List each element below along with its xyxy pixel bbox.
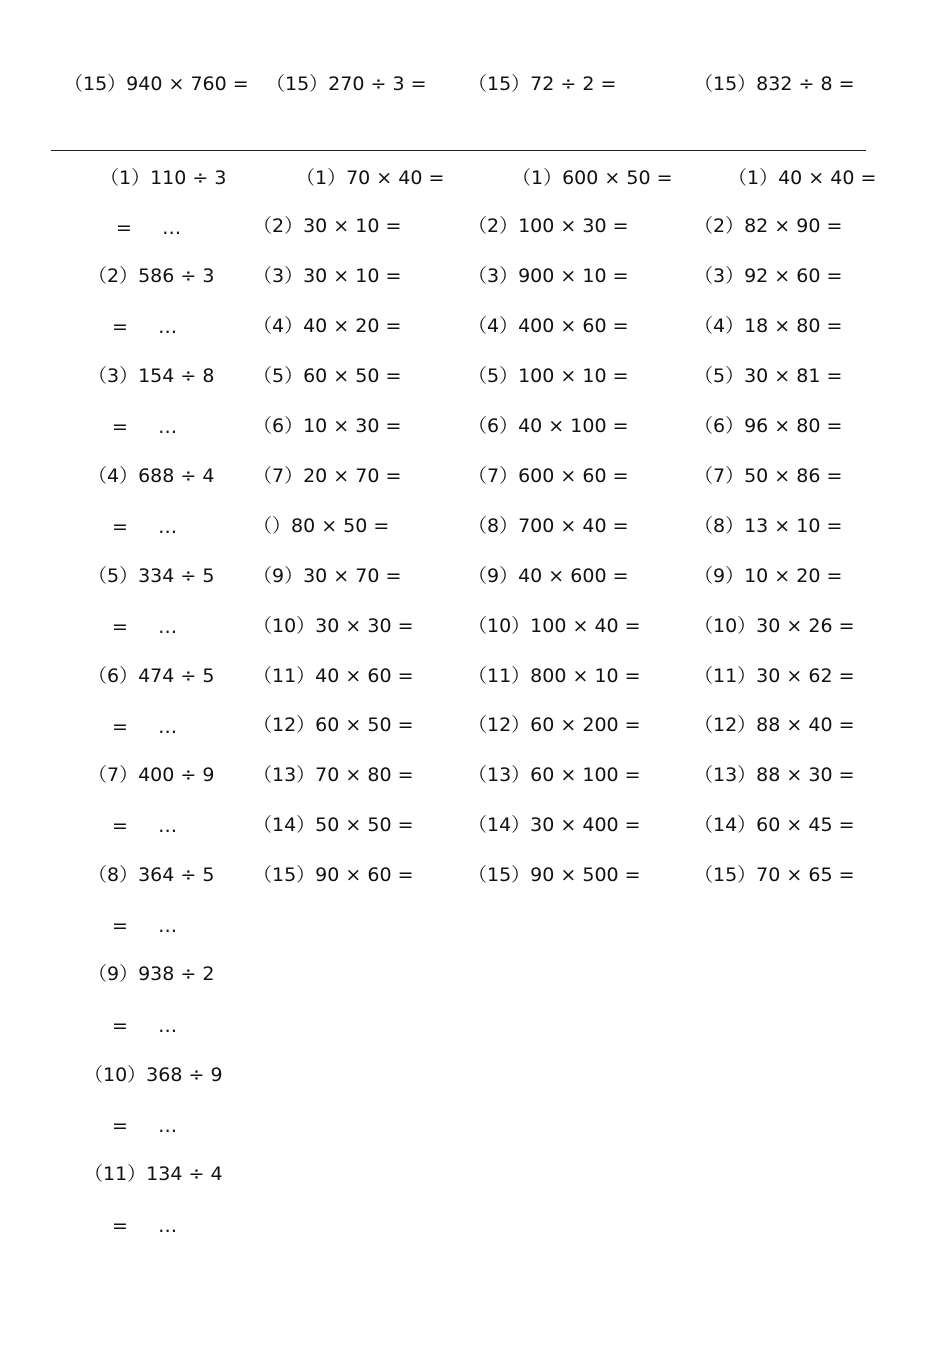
division-problem: （2）586 ÷ 3 (88, 265, 215, 287)
multiplication-problem: （15）90 × 500 = (468, 864, 641, 886)
multiplication-problem: （13）60 × 100 = (468, 764, 641, 786)
multiplication-problem: （）80 × 50 = (253, 515, 390, 537)
multiplication-problem: （4）400 × 60 = (468, 315, 629, 337)
multiplication-problem: （6）40 × 100 = (468, 415, 629, 437)
multiplication-problem: （12）60 × 50 = (253, 714, 414, 736)
division-problem: （8）364 ÷ 5 (88, 864, 215, 886)
division-problem: （10）368 ÷ 9 (84, 1064, 223, 1086)
division-answer-line: = … (112, 1215, 178, 1237)
division-answer-line: = … (112, 716, 178, 738)
multiplication-problem: （10）30 × 30 = (253, 615, 414, 637)
multiplication-problem: （3）900 × 10 = (468, 265, 629, 287)
division-answer-line: = … (112, 316, 178, 338)
division-problem: （1）110 ÷ 3 (100, 167, 227, 189)
multiplication-problem: （7）20 × 70 = (253, 465, 402, 487)
multiplication-problem: （5）30 × 81 = (694, 365, 843, 387)
multiplication-problem: （7）50 × 86 = (694, 465, 843, 487)
division-answer-line: = … (112, 915, 178, 937)
multiplication-problem: （9）30 × 70 = (253, 565, 402, 587)
multiplication-problem: （2）82 × 90 = (694, 215, 843, 237)
division-problem: （11）134 ÷ 4 (84, 1163, 223, 1185)
multiplication-problem: （1）70 × 40 = (296, 167, 445, 189)
multiplication-problem: （1）40 × 40 = (728, 167, 877, 189)
multiplication-problem: （15）90 × 60 = (253, 864, 414, 886)
multiplication-problem: （2）30 × 10 = (253, 215, 402, 237)
multiplication-problem: （14）30 × 400 = (468, 814, 641, 836)
division-problem: （7）400 ÷ 9 (88, 764, 215, 786)
top-problem-4: （15）832 ÷ 8 = (694, 73, 855, 95)
multiplication-problem: （1）600 × 50 = (512, 167, 673, 189)
multiplication-problem: （2）100 × 30 = (468, 215, 629, 237)
multiplication-problem: （12）60 × 200 = (468, 714, 641, 736)
multiplication-problem: （9）10 × 20 = (694, 565, 843, 587)
multiplication-problem: （8）13 × 10 = (694, 515, 843, 537)
multiplication-problem: （14）50 × 50 = (253, 814, 414, 836)
multiplication-problem: （10）100 × 40 = (468, 615, 641, 637)
multiplication-problem: （3）30 × 10 = (253, 265, 402, 287)
division-problem: （5）334 ÷ 5 (88, 565, 215, 587)
division-problem: （3）154 ÷ 8 (88, 365, 215, 387)
multiplication-problem: （4）40 × 20 = (253, 315, 402, 337)
multiplication-problem: （5）100 × 10 = (468, 365, 629, 387)
multiplication-problem: （7）600 × 60 = (468, 465, 629, 487)
multiplication-problem: （4）18 × 80 = (694, 315, 843, 337)
multiplication-problem: （8）700 × 40 = (468, 515, 629, 537)
multiplication-problem: （15）70 × 65 = (694, 864, 855, 886)
multiplication-problem: （6）10 × 30 = (253, 415, 402, 437)
multiplication-problem: （12）88 × 40 = (694, 714, 855, 736)
top-problem-2: （15）270 ÷ 3 = (266, 73, 427, 95)
top-problem-3: （15）72 ÷ 2 = (468, 73, 617, 95)
multiplication-problem: （13）70 × 80 = (253, 764, 414, 786)
division-problem: （9）938 ÷ 2 (88, 963, 215, 985)
multiplication-problem: （11）800 × 10 = (468, 665, 641, 687)
multiplication-problem: （11）30 × 62 = (694, 665, 855, 687)
multiplication-problem: （6）96 × 80 = (694, 415, 843, 437)
multiplication-problem: （3）92 × 60 = (694, 265, 843, 287)
multiplication-problem: （14）60 × 45 = (694, 814, 855, 836)
section-divider (51, 150, 866, 151)
division-problem: （4）688 ÷ 4 (88, 465, 215, 487)
division-answer-line: = … (112, 815, 178, 837)
division-answer-line: = … (112, 1115, 178, 1137)
multiplication-problem: （9）40 × 600 = (468, 565, 629, 587)
division-answer-line: = … (116, 217, 182, 239)
division-problem: （6）474 ÷ 5 (88, 665, 215, 687)
division-answer-line: = … (112, 416, 178, 438)
multiplication-problem: （13）88 × 30 = (694, 764, 855, 786)
multiplication-problem: （5）60 × 50 = (253, 365, 402, 387)
multiplication-problem: （10）30 × 26 = (694, 615, 855, 637)
division-answer-line: = … (112, 1015, 178, 1037)
multiplication-problem: （11）40 × 60 = (253, 665, 414, 687)
top-problem-1: （15）940 × 760 = (64, 73, 249, 95)
division-answer-line: = … (112, 616, 178, 638)
division-answer-line: = … (112, 516, 178, 538)
